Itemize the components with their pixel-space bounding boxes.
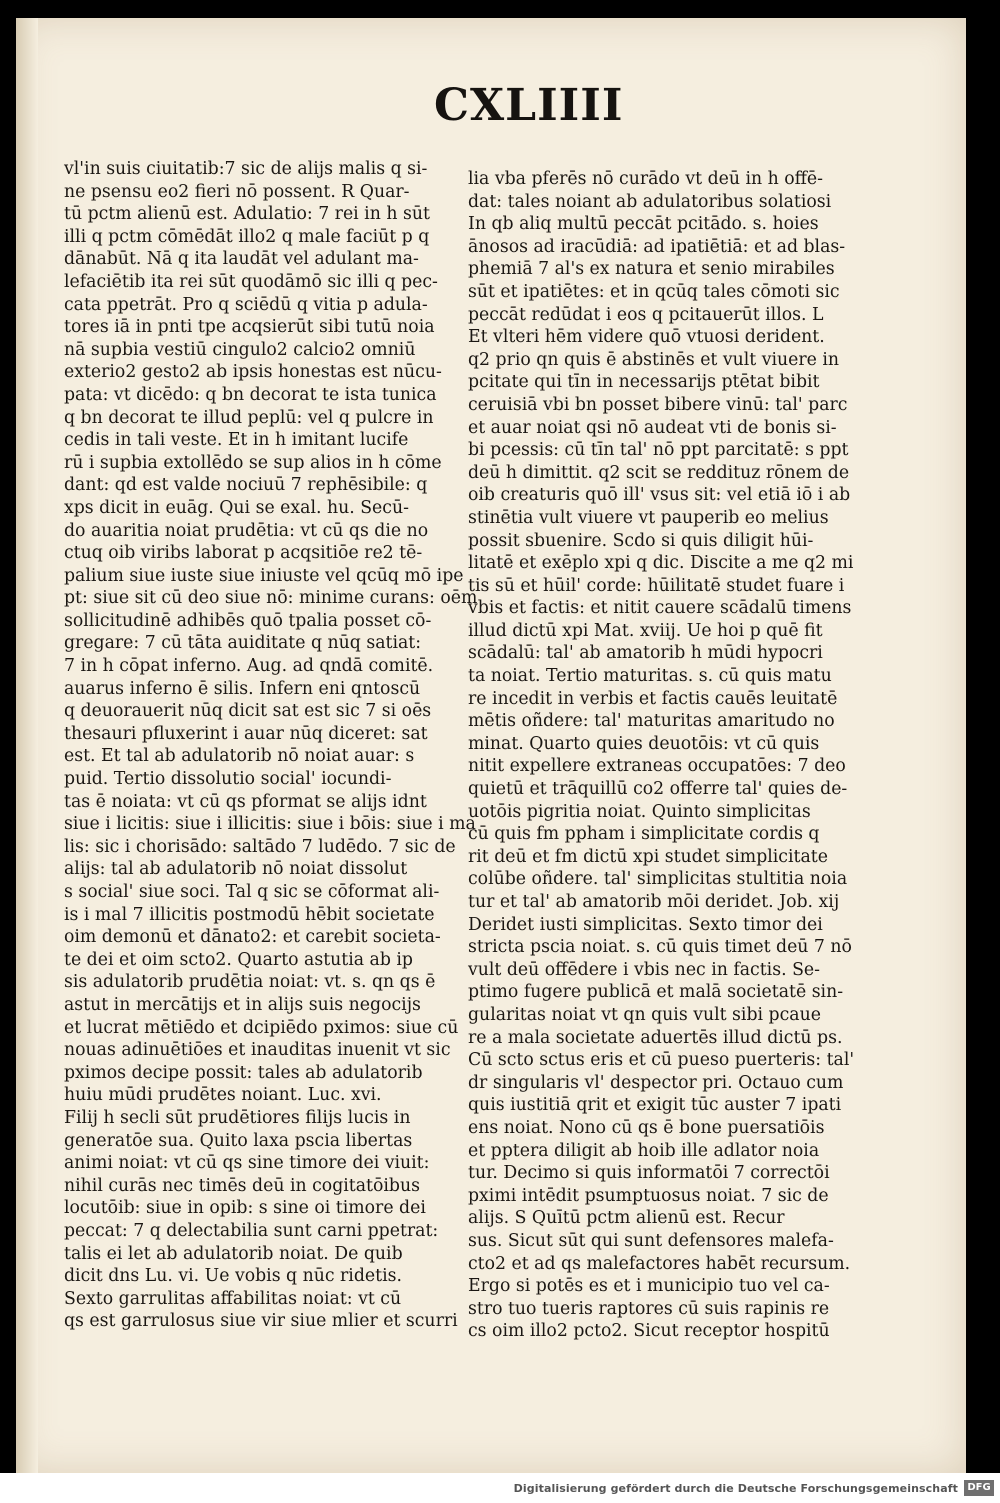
text-line: tur et tal' ab amatorib mōi deridet. Job. xij [468,892,840,912]
footer-bar [0,1473,1000,1503]
text-line: auarus inferno ē silis. Infern eni qntoscū [64,678,421,699]
left-text-column [64,158,478,1333]
text-line: Et vlteri hēm videre quō vtuosi derident. [468,327,825,348]
text-line: astut in mercātijs et in alijs suis negocijs [64,994,421,1015]
text-line: vl'in suis ciuitatib:7 sic de alijs malis q si- [64,159,428,179]
text-line: q deuorauerit nūq dicit sat est sic 7 si oēs [64,701,432,722]
text-line: ānosos ad iracūdiā: ad ipatiētiā: et ad blas- [468,236,846,257]
text-line: dant: qd est valde nociuū 7 rephēsibile: q [64,475,428,496]
text-line: ctuq oib viribs laborat p acqsitiōe re2 tē- [64,543,423,564]
text-line: et lucrat mētiēdo et dcipiēdo pximos: siue cū [64,1017,459,1038]
text-line: puid. Tertio dissolutio social' iocundi- [64,769,392,790]
text-line: pt: siue sit cū deo siue nō: minime curans: oēm [64,588,478,609]
text-line: sis adulatorib prudētia noiat: vt. s. qn qs ē [64,972,436,993]
text-line: dānabūt. Nā q ita laudāt vel adulant ma- [64,249,419,270]
text-line: huiu mūdi prudētes noiant. Luc. xvi. [64,1085,382,1106]
folio-number: CXLIIII [434,80,624,131]
text-line: re a mala societate aduertēs illud dictū ps. [468,1027,843,1048]
text-line: siue i licitis: siue i illicitis: siue i bōis: siue i ma [64,814,476,835]
text-line: oim demonū et dānato2: et carebit societa- [64,927,441,948]
text-line: ens noiat. Nono cū qs ē bone puersatiōis [468,1117,825,1138]
text-line: pcitate qui tīn in necessarijs ptētat bibit [468,372,820,393]
text-line: 7 in h cōpat inferno. Aug. ad qndā comitē. [64,656,434,677]
text-line: cto2 et ad qs malefactores habēt recursum. [468,1253,851,1274]
text-line: dat: tales noiant ab adulatoribus solatiosi [468,191,832,212]
text-line: tas ē noiata: vt cū qs pformat se alijs idnt [64,791,427,812]
text-line: possit sbuenire. Scdo si quis diligit hūi- [468,530,814,551]
text-line: thesauri pfluxerint i auar nūq diceret: sat [64,723,428,744]
text-line: nitit expellere extraneas occupatōes: 7 deo [468,756,846,777]
text-line: sus. Sicut sūt qui sunt defensores malefa- [468,1230,834,1251]
funding-notice: Digitalisierung gefördert durch die Deutsche Forschungsgemeinschaft [513,1482,958,1495]
text-line: ne psensu eo2 fieri nō possent. R Quar- [64,181,410,202]
text-line: phemiā 7 al's ex natura et senio mirabiles [468,259,835,280]
text-line: stinētia vult viuere vt pauperib eo melius [468,507,829,528]
text-line: dr singularis vl' despector pri. Octauo cum [468,1072,844,1093]
text-line: animi noiat: vt cū qs sine timore dei viuit: [64,1153,430,1174]
text-line: ptimo fugere publicā et malā societatē sin- [468,982,844,1003]
text-line: In qb aliq multū peccāt pcitādo. s. hoies [468,214,819,235]
text-line: est. Et tal ab adulatorib nō noiat auar: s [64,746,415,767]
text-line: tur. Decimo si quis informatōi 7 correctōi [468,1163,830,1184]
text-line: nouas adinuētiōes et inauditas inuenit vt sic [64,1040,451,1061]
text-line: lia vba pferēs nō curādo vt deū in h offē- [468,169,823,189]
text-line: pata: vt dicēdo: q bn decorat te ista tunica [64,384,437,405]
text-line: alijs: tal ab adulatorib nō noiat dissolut [64,859,408,880]
text-line: cs oim illo2 pcto2. Sicut receptor hospitū [468,1321,830,1342]
text-line: re incedit in verbis et factis cauēs leuitatē [468,688,838,709]
text-line: ceruisiā vbi bn posset bibere vinū: tal' parc [468,394,848,415]
text-line: exterio2 gesto2 ab ipsis honestas est nūcu- [64,362,442,383]
text-line: mētis oñdere: tal' maturitas amaritudo no [468,711,835,732]
text-line: nā supbia vestiū cingulo2 calcio2 omniū [64,339,416,360]
text-line: stricta pscia noiat. s. cū quis timet deū 7 nō [468,937,852,958]
text-line: Sexto garrulitas affabilitas noiat: vt cū [64,1288,402,1309]
text-line: rū i supbia extollēdo se sup alios in h cōme [64,452,442,473]
text-line: talis ei let ab adulatorib noiat. De quib [64,1243,403,1264]
text-line: scādalū: tal' ab amatorib h mūdi hypocri [468,643,823,664]
text-line: q2 prio qn quis ē abstinēs et vult viuere in [468,349,840,370]
text-line: alijs. S Quītū pctm alienū est. Recur [468,1208,785,1229]
text-line: illi q pctm cōmēdāt illo2 q male faciūt p q [64,226,430,247]
text-line: sollicitudinē adhibēs quō tpalia posset cō- [64,610,432,631]
text-line: is i mal 7 illicitis postmodū hēbit societate [64,904,435,925]
text-line: Deridet iusti simplicitas. Sexto timor dei [468,914,823,935]
text-line: pximos decipe possit: tales ab adulatorib [64,1062,423,1083]
text-line: cū quis fm ppham i simplicitate cordis q [468,824,820,845]
text-line: et auar noiat qsi nō audeat vti de bonis si- [468,417,837,438]
text-line: nihil curās nec timēs deū in cogitatōibus [64,1175,420,1196]
text-line: do auaritia noiat prudētia: vt cū qs die no [64,520,429,541]
text-line: cedis in tali veste. Et in h imitant lucife [64,430,409,451]
text-line: ta noiat. Tertio maturitas. s. cū quis matu [468,666,832,687]
text-line: quietū et trāquillū co2 offerre tal' quies de- [468,779,848,800]
text-line: xps dicit in euāg. Qui se exal. hu. Secū- [64,497,409,518]
text-line: stro tuo tueris raptores cū suis rapinis re [468,1298,830,1319]
text-line: vbis et factis: et nitit cauere scādalū timens [468,598,852,619]
text-line: Filij h secli sūt prudētiores filijs lucis in [64,1107,411,1128]
text-line: locutōib: siue in opib: s sine oi timore dei [64,1198,426,1219]
text-line: et pptera diligit ab hoib ille adlator noia [468,1140,820,1161]
text-line: gularitas noiat vt qn quis vult sibi pcaue [468,1004,821,1025]
text-line: pximi intēdit psumptuosus noiat. 7 sic de [468,1185,829,1206]
text-line: te dei et oim scto2. Quarto astutia ab ip [64,949,413,970]
right-text-column [468,168,855,1343]
text-line: tores iā in pnti tpe acqsierūt sibi tutū noia [64,317,435,338]
text-line: palium siue iuste siue iniuste vel qcūq mō ipe [64,565,464,586]
text-line: illud dictū xpi Mat. xviij. Ue hoi p quē fit [468,620,823,641]
dfg-logo: DFG [964,1480,994,1496]
text-line: dicit dns Lu. vi. Ue vobis q nūc ridetis. [64,1266,402,1287]
text-line: qs est garrulosus siue vir siue mlier et scurri [64,1311,458,1332]
text-line: sūt et ipatiētes: et in qcūq tales cōmoti sic [468,281,840,302]
text-line: vult deū offēdere i vbis nec in factis. Se- [468,959,820,980]
text-line: minat. Quarto quies deuotōis: vt cū quis [468,733,820,754]
book-page [16,18,966,1473]
text-line: tū pctm alienū est. Adulatio: 7 rei in h sūt [64,204,430,225]
text-line: peccat: 7 q delectabilia sunt carni ppetrat: [64,1220,439,1241]
text-line: Ergo si potēs es et i municipio tuo vel ca- [468,1276,830,1297]
text-line: lefaciētib ita rei sūt quodāmō sic illi q pec- [64,271,438,292]
text-line: lis: sic i chorisādo: saltādo 7 ludēdo. 7 sic de [64,836,456,857]
text-line: q bn decorat te illud peplū: vel q pulcre in [64,407,434,428]
text-line: uotōis pigritia noiat. Quinto simplicitas [468,801,811,822]
text-line: s social' siue soci. Tal q sic se cōformat ali- [64,882,440,902]
text-line: deū h dimittit. q2 scit se reddituz rōnem de [468,462,850,483]
text-line: colūbe oñdere. tal' simplicitas stultitia noia [468,869,848,890]
text-line: bi pcessis: cū tīn tal' nō ppt parcitatē: s ppt [468,440,849,461]
text-line: cata ppetrāt. Pro q sciēdū q vitia p adula- [64,294,428,315]
text-line: oib creaturis quō ill' vsus sit: vel etiā iō i ab [468,485,851,506]
text-line: generatōe sua. Quito laxa pscia libertas [64,1130,413,1151]
text-line: peccāt redūdat i eos q pcitauerūt illos. L [468,304,824,325]
text-line: Cū scto sctus eris et cū pueso puerteris: tal' [468,1050,855,1071]
text-line: tis sū et hūil' corde: hūilitatē studet fuare i [468,575,845,596]
text-line: rit deū et fm dictū xpi studet simplicitate [468,846,828,867]
text-line: gregare: 7 cū tāta auiditate q nūq satiat: [64,633,422,654]
text-line: quis iustitiā qrit et exigit tūc auster 7 ipati [468,1095,842,1116]
text-line: litatē et exēplo xpi q dic. Discite a me q2 mi [468,553,854,574]
